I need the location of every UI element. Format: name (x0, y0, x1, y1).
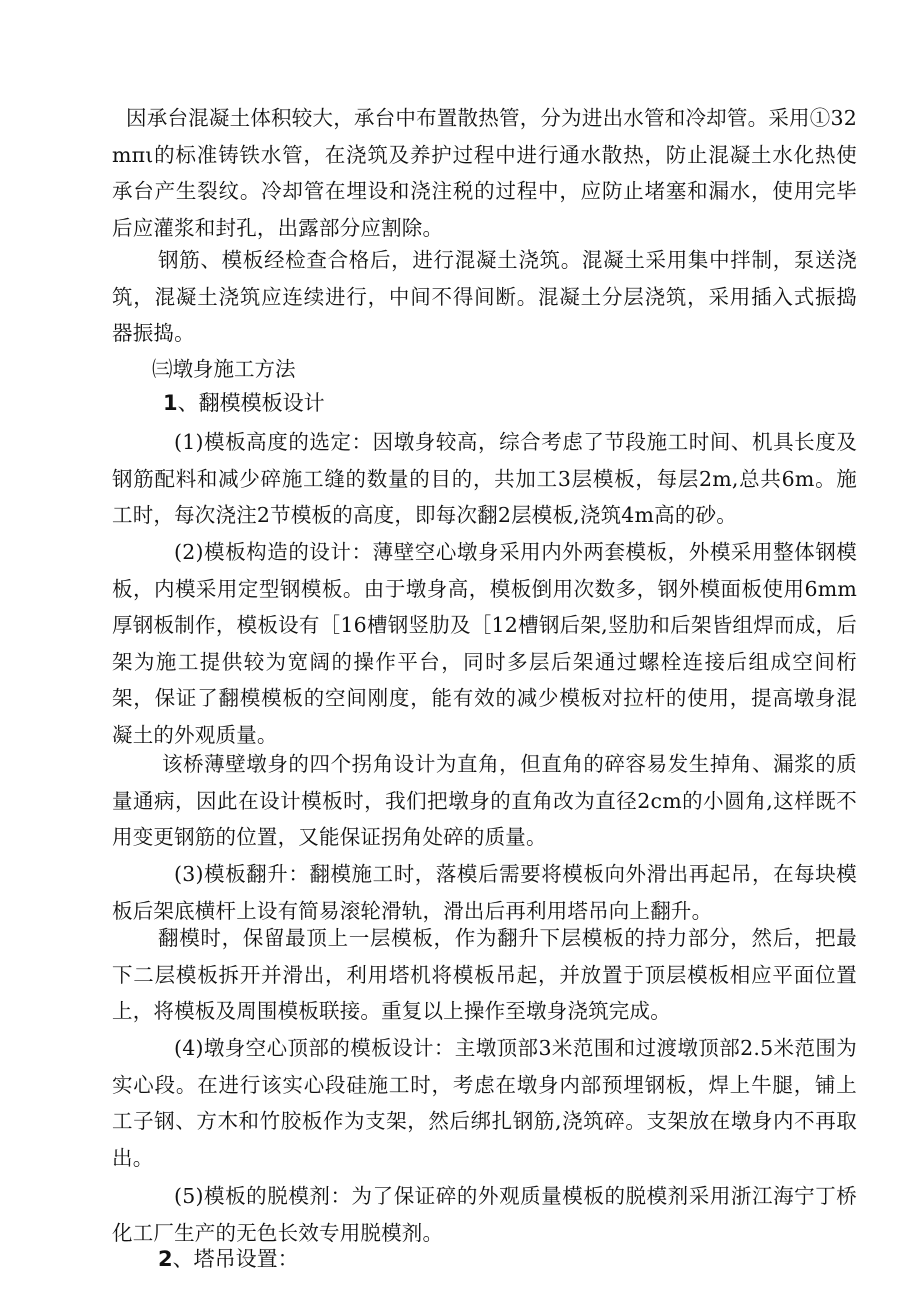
heading-number: 2 (158, 1247, 173, 1271)
heading-pier-construction-method: ㈢墩身施工方法 (152, 357, 296, 381)
heading-text: 、翻模模板设计 (177, 391, 325, 415)
paragraph-cooling-pipes: 因承台混凝土体积较大，承台中布置散热管，分为进出水管和冷却管。采用①32mπι的标准铸铁水管，在浇筑及养护过程中进行通水散热，防止混凝土水化热使承台产生裂纹。冷却管在埋设和浇注税的过程中，应防止堵塞和漏水，使用完毕后应灌浆和封孔，出露部分应割除。 (112, 106, 857, 240)
paragraph-formwork-flipping: 翻模时，保留最顶上一层模板，作为翻升下层模板的持力部分，然后，把最下二层模板拆开并滑出，利用塔机将模板吊起，并放置于顶层模板相应平面位置上，将模板及周围模板联接。重复以上操作至墩身浇筑完成。 (112, 926, 857, 1024)
paragraph-formwork-structure: (2)模板构造的设计：薄壁空心墩身采用内外两套模板，外模采用整体钢模板，内模采用定型钢模板。由于墩身高，模板倒用次数多，钢外模面板使用6mm厚钢板制作，模板设有［16槽钢竖肋及［12槽钢后架,竖肋和后架皆组焊而成，后架为施工提供较为宽阔的操作平台，同时多层后架通过螺栓连接后组成空间桁架，保证了翻模模板的空间刚度，能有效的减少模板对拉杆的使用，提高墩身混凝土的外观质量。 (112, 540, 857, 747)
paragraph-concrete-pouring: 钢筋、模板经检查合格后，进行混凝土浇筑。混凝土采用集中拌制，泵送浇筑，混凝土浇筑应连续进行，中间不得间断。混凝土分层浇筑，采用插入式振捣器振捣。 (112, 248, 857, 346)
paragraph-corner-design: 该桥薄壁墩身的四个拐角设计为直角，但直角的碎容易发生掉角、漏浆的质量通病，因此在设计模板时，我们把墩身的直角改为直径2cm的小圆角,这样既不用变更钢筋的位置，又能保证拐角处碎的质量。 (112, 752, 857, 850)
heading-text: 、塔吊设置： (172, 1247, 299, 1271)
paragraph-formwork-height: (1)模板高度的选定：因墩身较高，综合考虑了节段施工时间、机具长度及钢筋配料和减少碎施工缝的数量的目的，共加工3层模板，每层2m,总共6m。施工时，每次浇注2节模板的高度，即每次翻2层模板,浇筑4m高的砂。 (112, 430, 857, 528)
heading-formwork-design (163, 388, 325, 418)
paragraph-formwork-lifting: (3)模板翻升：翻模施工时，落模后需要将模板向外滑出再起吊，在每块模板后架底横杆上设有简易滚轮滑轨，滑出后再利用塔吊向上翻升。 (112, 862, 857, 923)
heading-tower-crane (158, 1244, 299, 1274)
heading-number: 1 (163, 391, 178, 415)
paragraph-hollow-top-design: (4)墩身空心顶部的模板设计：主墩顶部3米范围和过渡墩顶部2.5米范围为实心段。在进行该实心段硅施工时，考虑在墩身内部预埋钢板，焊上牛腿，铺上工子钢、方木和竹胶板作为支架，然后绑扎钢筋,浇筑碎。支架放在墩身内不再取出。 (112, 1036, 857, 1170)
paragraph-release-agent: (5)模板的脱模剂：为了保证碎的外观质量模板的脱模剂采用浙江海宁丁桥化工厂生产的无色长效专用脱模剂。 (112, 1184, 857, 1245)
